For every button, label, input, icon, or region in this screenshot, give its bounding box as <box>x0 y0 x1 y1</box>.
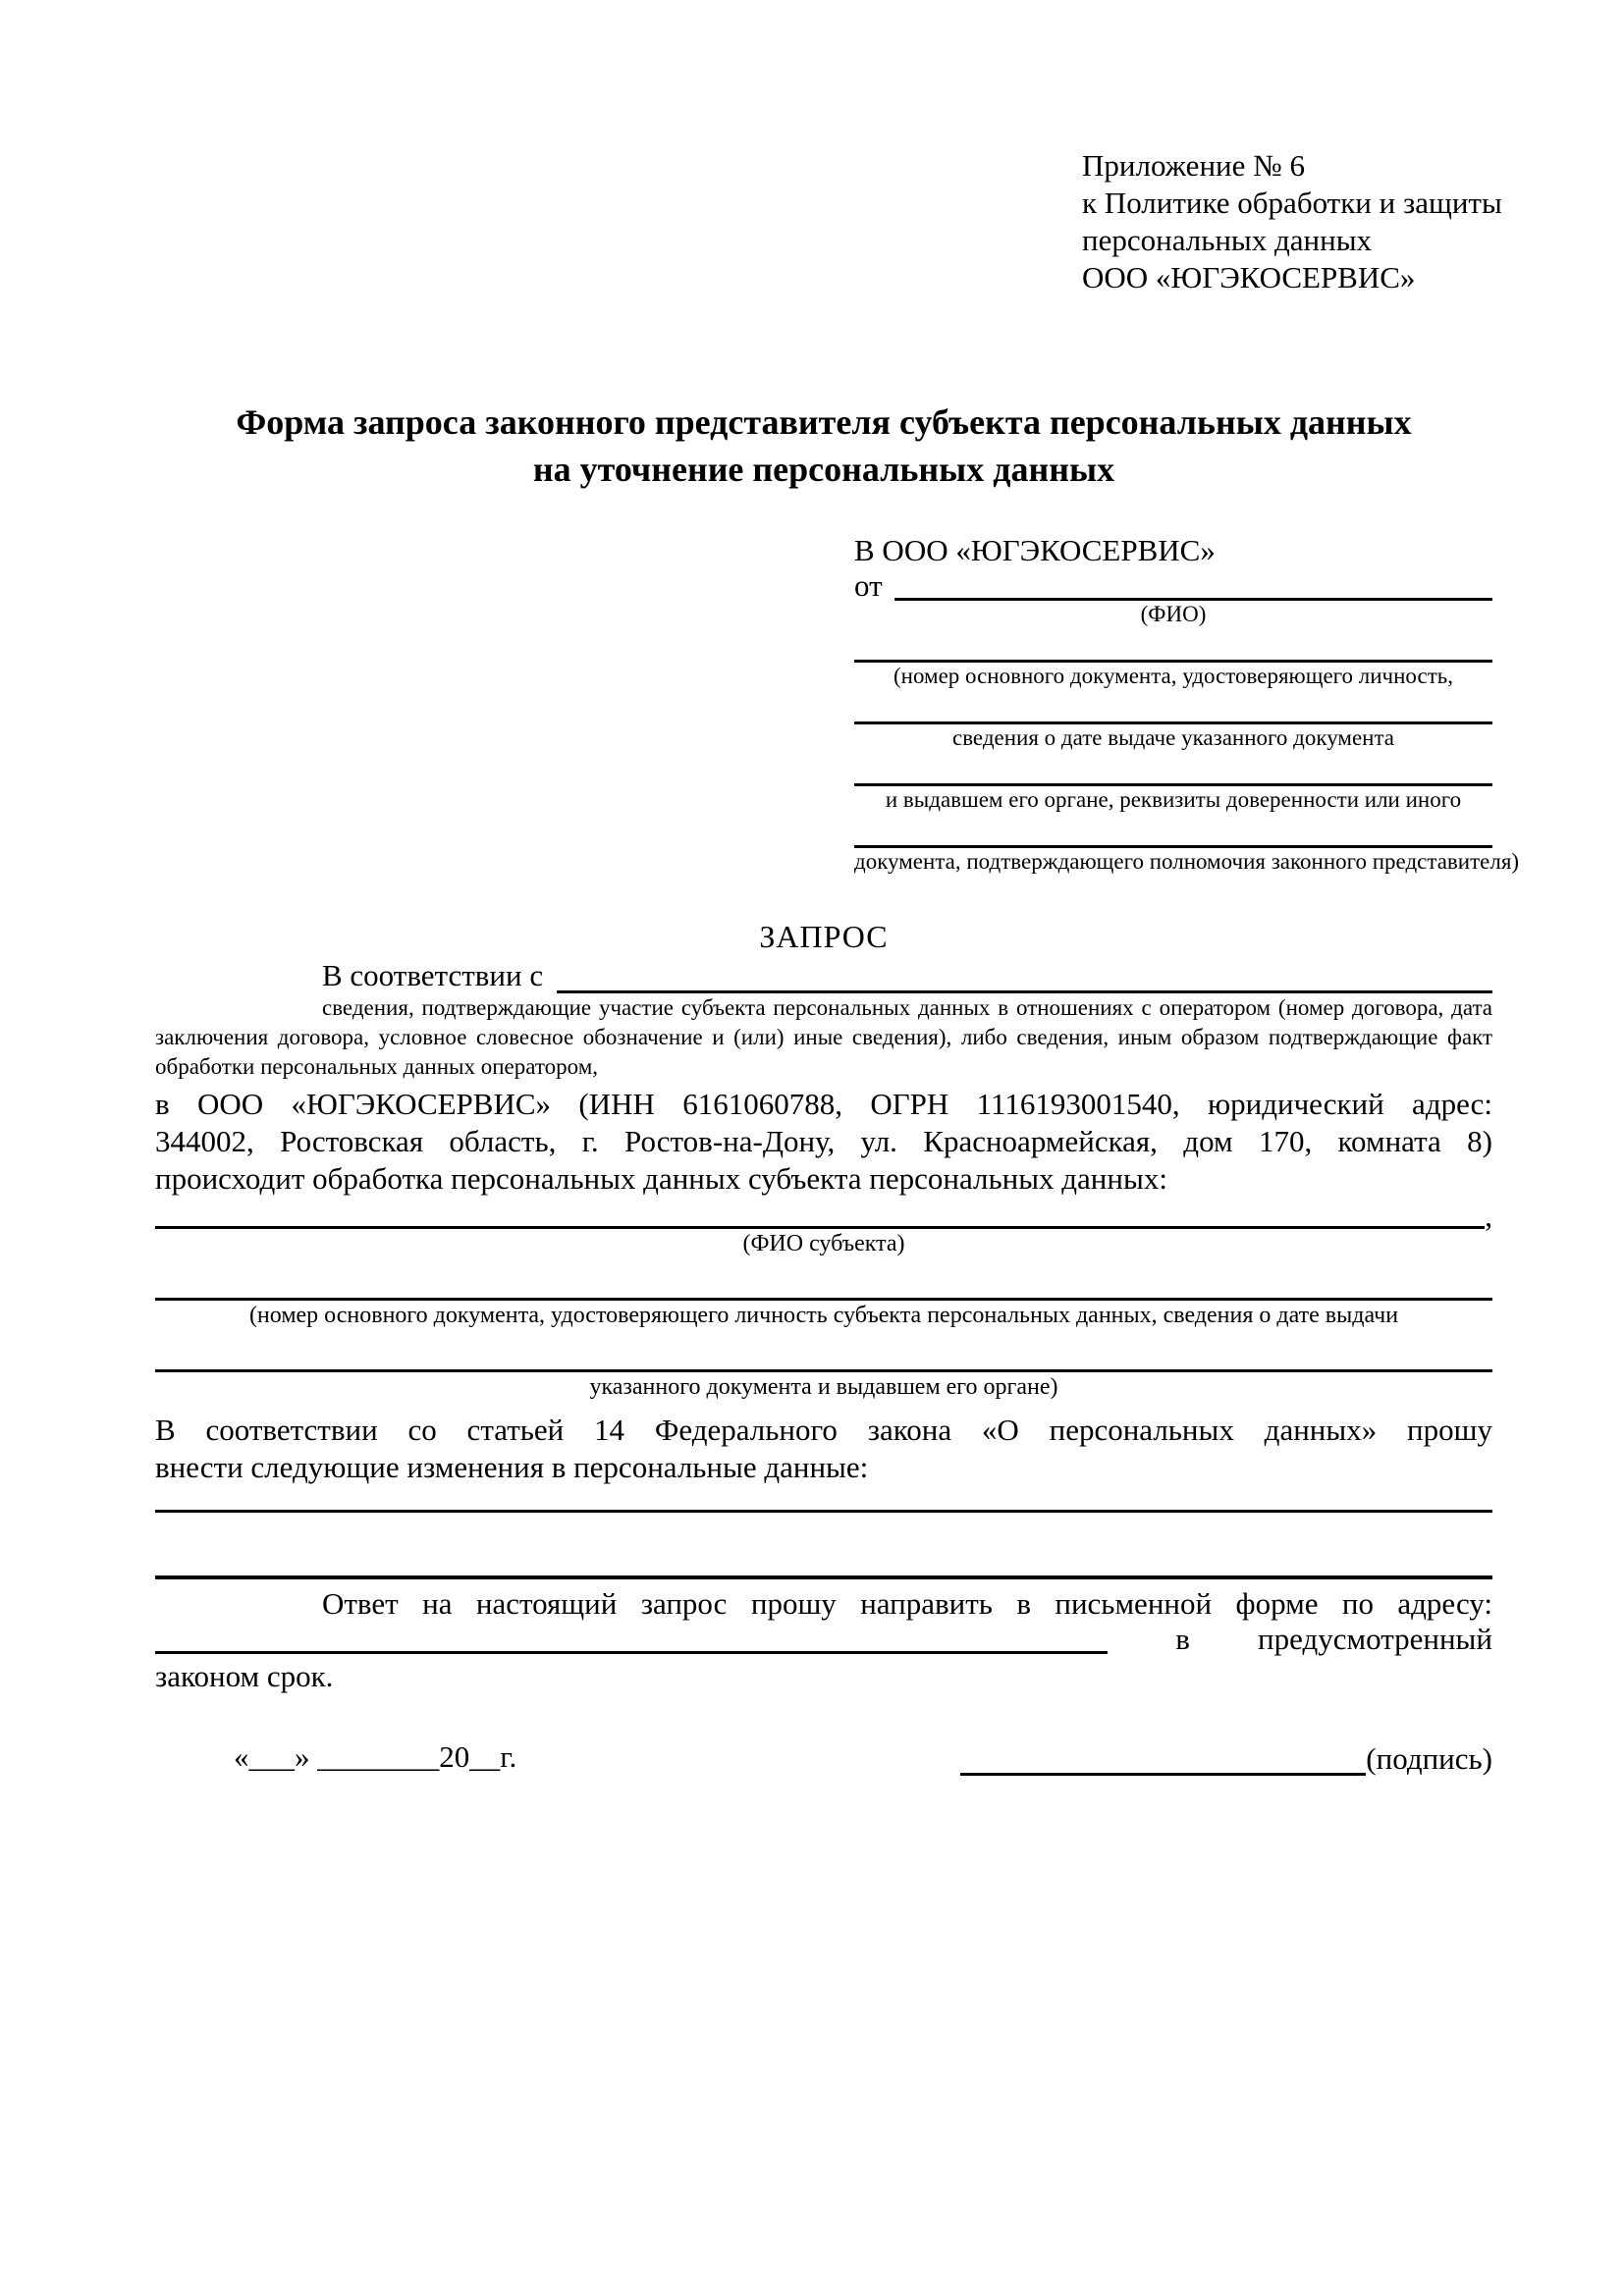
signature-blank-line <box>960 1743 1366 1776</box>
representative-fio-blank-line <box>894 568 1492 601</box>
operator-paragraph-line-2: 344002, Ростовская область, г. Ростов-на-Дону, ул. Красноармейская, дом 170, комната 8) <box>155 1124 1492 1158</box>
recipient-block <box>854 532 1520 876</box>
appendix-note-line-4: ООО «ЮГЭКОСЕРВИС» <box>1082 260 1416 294</box>
from-label: от <box>854 568 883 603</box>
answer-paragraph-line-3: законом срок. <box>155 1659 334 1693</box>
representative-doc-field-1 <box>854 660 1492 690</box>
date-signature-row <box>155 1738 1492 1776</box>
subject-fio-blank-line <box>155 1195 1485 1229</box>
subject-doc-field-1 <box>155 1298 1492 1330</box>
representative-doc-field-2 <box>854 721 1492 752</box>
representative-doc-field-3 <box>854 783 1492 814</box>
basis-blank-line <box>557 955 1492 993</box>
from-row <box>854 568 1492 603</box>
appendix-note-line-2: к Политике обработки и защиты <box>1082 186 1502 220</box>
form-title-line-1: Форма запроса законного представителя субъекта персональных данных <box>236 402 1412 442</box>
law-paragraph-line-2: внести следующие изменения в персональные данные: <box>155 1450 869 1484</box>
answer-address-row <box>155 1623 1492 1654</box>
subject-fio-row <box>155 1198 1492 1233</box>
representative-doc-caption-4: документа, подтверждающего полномочия законного представителя) <box>854 849 1520 874</box>
basis-label: В соответствии с <box>322 958 544 992</box>
form-title <box>155 399 1492 493</box>
answer-paragraph-line-1: Ответ на настоящий запрос прошу направить в письменной форме по адресу: <box>322 1586 1492 1621</box>
basis-fine-print-line-2: заключения договора, условное словесное обозначение и (или) иные сведения), либо сведения, иным образом подтверждающие факт <box>155 1025 1492 1049</box>
law-paragraph-line-1: В соответствии со статьей 14 Федерального закона «О персональных данных» прошу <box>155 1413 1492 1447</box>
signature-area <box>960 1742 1492 1776</box>
answer-word-term: предусмотренный <box>1258 1622 1492 1656</box>
date-blank-text: «___» ________20__г. <box>234 1739 517 1774</box>
signature-caption: (подпись) <box>1366 1741 1492 1776</box>
changes-blank-line-2 <box>155 1575 1492 1579</box>
basis-fine-print-line-1: сведения, подтверждающие участие субъекта персональных данных в отношениях с оператором (номер договора, дата <box>322 995 1492 1020</box>
subject-doc-caption-1: (номер основного документа, удостоверяющего личность субъекта персональных данных, сведения о дате выдачи <box>248 1303 1399 1328</box>
representative-doc-field-4 <box>854 845 1520 876</box>
request-heading: ЗАПРОС <box>759 919 889 954</box>
basis-fine-print <box>155 993 1492 1082</box>
operator-paragraph-line-3: происходит обработка персональных данных субъекта персональных данных: <box>155 1161 1167 1196</box>
appendix-note-line-1: Приложение № 6 <box>1082 148 1305 183</box>
fio-caption: (ФИО) <box>1140 602 1207 626</box>
basis-fine-print-line-3: обработки персональных данных оператором, <box>155 1054 598 1079</box>
form-title-line-2: на уточнение персональных данных <box>532 450 1115 489</box>
operator-paragraph <box>155 1086 1492 1198</box>
address-blank-line <box>155 1620 1108 1654</box>
appendix-note <box>1082 147 1502 296</box>
recipient-organization: В ООО «ЮГЭКОСЕРВИС» <box>854 533 1216 567</box>
subject-fio-caption: (ФИО субъекта) <box>742 1231 905 1256</box>
appendix-note-line-3: персональных данных <box>1082 223 1373 257</box>
changes-blank-line-1 <box>155 1510 1492 1513</box>
representative-doc-caption-3: и выдавшем его органе, реквизиты доверенности или иного <box>885 787 1462 812</box>
answer-word-v: в <box>1175 1622 1190 1656</box>
law-paragraph <box>155 1412 1492 1486</box>
representative-doc-caption-2: сведения о дате выдаче указанного документа <box>951 725 1395 750</box>
basis-row <box>155 958 1492 993</box>
trailing-comma: , <box>1485 1199 1492 1233</box>
operator-paragraph-line-1: в ООО «ЮГЭКОСЕРВИС» (ИНН 6161060788, ОГРН 1116193001540, юридический адрес: <box>155 1087 1492 1121</box>
subject-doc-field-2 <box>155 1369 1492 1402</box>
representative-doc-caption-1: (номер основного документа, удостоверяющего личность, <box>893 664 1453 688</box>
subject-doc-caption-2: указанного документа и выдавшем его органе) <box>589 1374 1058 1400</box>
